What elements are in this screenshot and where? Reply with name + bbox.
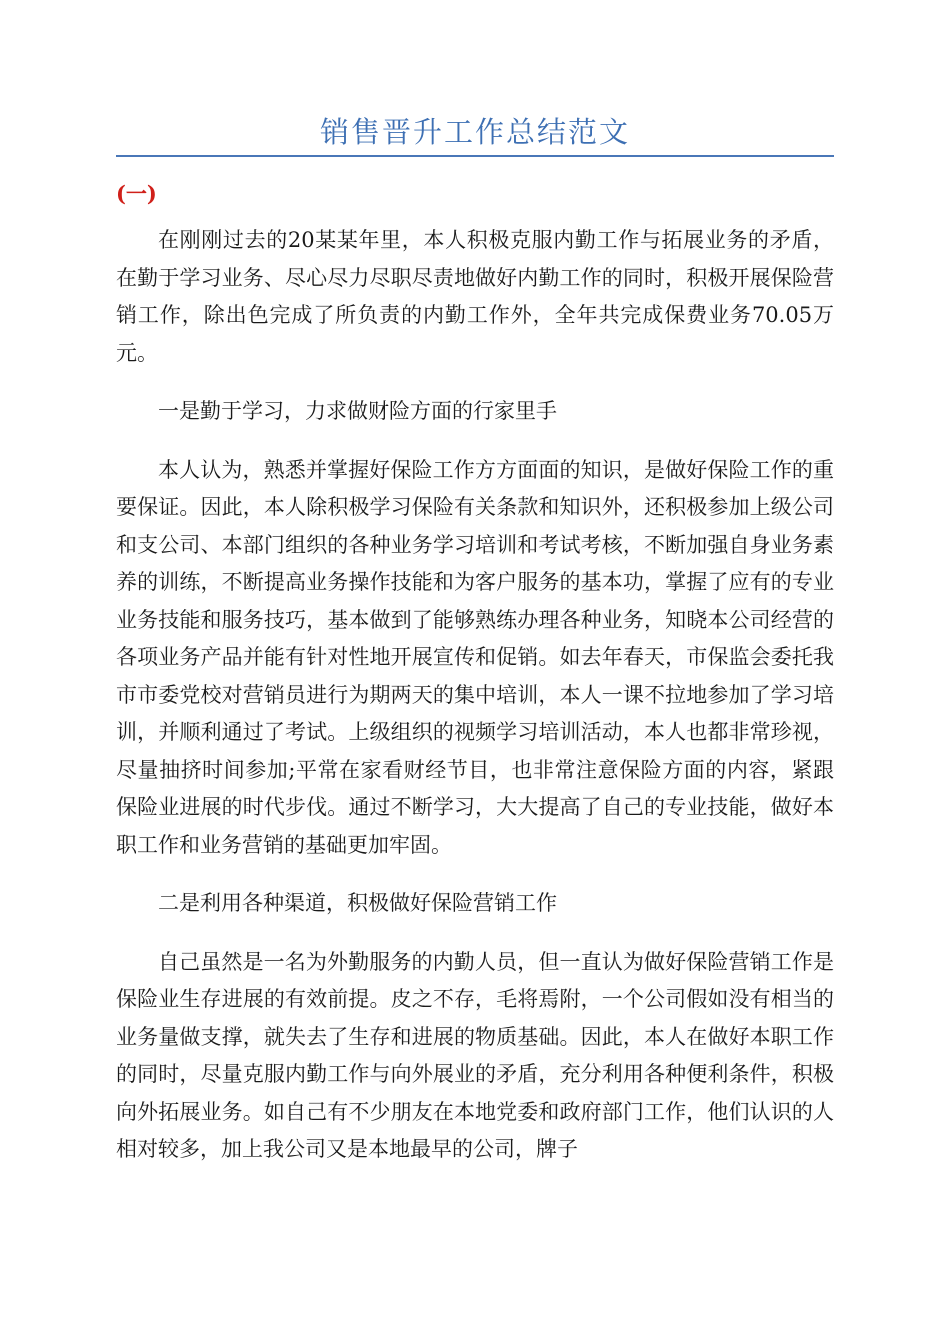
paragraph-intro: 在刚刚过去的20某某年里，本人积极克服内勤工作与拓展业务的矛盾，在勤于学习业务、尽心尽力尽职尽责地做好内勤工作的同时，积极开展保险营销工作，除出色完成了所负责的内勤工作外，全年共完成保费业务70.05万元。 (116, 228, 834, 365)
paragraph-marketing: 自己虽然是一名为外勤服务的内勤人员，但一直认为做好保险营销工作是保险业生存进展的有效前提。皮之不存，毛将焉附，一个公司假如没有相当的业务量做支撑，就失去了生存和进展的物质基础。因此，本人在做好本职工作的同时，尽量克服内勤工作与向外展业的矛盾，充分利用各种便利条件，积极向外拓展业务。如自己有不少朋友在本地党委和政府部门工作，他们认识的人相对较多，加上我公司又是本地最早的公司，牌子 (116, 949, 834, 1161)
title-underline (116, 155, 834, 157)
document-body (116, 222, 834, 1190)
section-marker: (一) (116, 181, 157, 206)
document-title: 销售晋升工作总结范文 (319, 115, 630, 149)
subheading-learning: 一是勤于学习，力求做财险方面的行家里手 (158, 399, 557, 423)
subheading-marketing: 二是利用各种渠道，积极做好保险营销工作 (158, 891, 557, 915)
paragraph-learning: 本人认为，熟悉并掌握好保险工作方方面面的知识，是做好保险工作的重要保证。因此，本人除积极学习保险有关条款和知识外，还积极参加上级公司和支公司、本部门组织的各种业务学习培训和考试考核，不断加强自身业务素养的训练，不断提高业务操作技能和为客户服务的基本功，掌握了应有的专业业务技能和服务技巧，基本做到了能够熟练办理各种业务，知晓本公司经营的各项业务产品并能有针对性地开展宣传和促销。如去年春天，市保监会委托我市市委党校对营销员进行为期两天的集中培训，本人一课不拉地参加了学习培训，并顺利通过了考试。上级组织的视频学习培训活动，本人也都非常珍视，尽量抽挤时间参加;平常在家看财经节目，也非常注意保险方面的内容，紧跟保险业进展的时代步伐。通过不断学习，大大提高了自己的专业技能，做好本职工作和业务营销的基础更加牢固。 (116, 457, 834, 857)
